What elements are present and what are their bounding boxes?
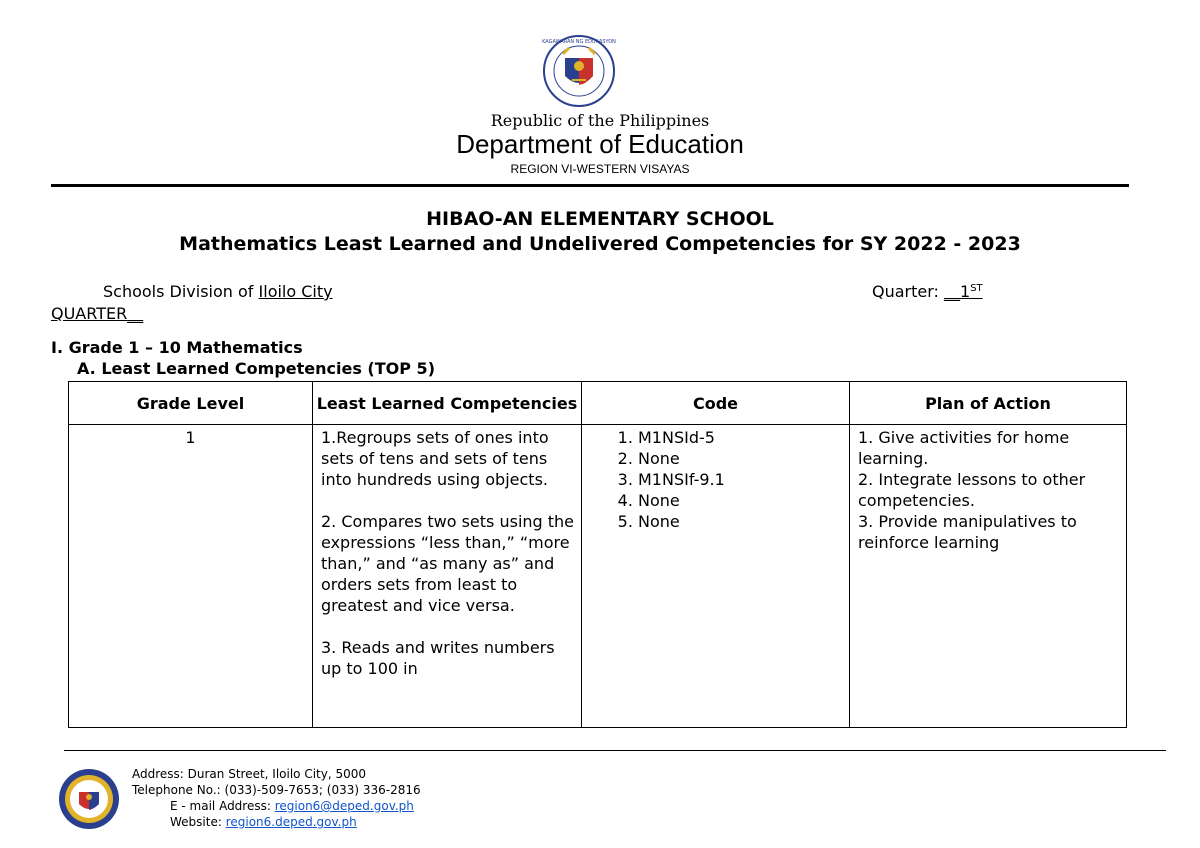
- document-title: Mathematics Least Learned and Undelivered Competencies for SY 2022 - 2023: [179, 233, 1021, 255]
- plan-item: 2. Integrate lessons to other competencies.: [858, 470, 1086, 510]
- competency-item: 3. Reads and writes numbers up to 100 in: [321, 638, 555, 678]
- table-header-row: [69, 382, 1127, 425]
- division-line: [103, 282, 333, 301]
- quarter-field: [944, 282, 983, 301]
- republic-line: Republic of the Philippines: [490, 111, 710, 130]
- header-competencies: Least Learned Competencies: [313, 382, 582, 425]
- quarter-label: Quarter:: [872, 282, 945, 301]
- division-value: Iloilo City: [258, 282, 333, 301]
- footer-contact: [132, 766, 421, 830]
- school-name: HIBAO-AN ELEMENTARY SCHOOL: [426, 208, 774, 230]
- quarter-blank-left: __: [944, 282, 961, 301]
- code-item: 2. None: [638, 448, 849, 469]
- footer-telephone: Telephone No.: (033)-509-7653; (033) 336-2816: [132, 783, 421, 797]
- website-link[interactable]: region6.deped.gov.ph: [225, 815, 357, 829]
- competencies-cell: [313, 425, 582, 728]
- header-divider: [51, 184, 1129, 187]
- division-label: Schools Division of: [103, 282, 259, 301]
- region-seal-icon: [58, 768, 120, 830]
- region-line: REGION VI-WESTERN VISAYAS: [510, 162, 690, 176]
- competencies-table: [68, 381, 1127, 728]
- code-item: 1. M1NSId-5: [638, 427, 849, 448]
- quarter-blank-right: __: [127, 304, 144, 323]
- plan-item: 3. Provide manipulatives to reinforce learning: [858, 512, 1077, 552]
- grade-level-cell: 1: [69, 425, 313, 728]
- code-list: [582, 427, 849, 532]
- competency-item: 1.Regroups sets of ones into sets of tens and sets of tens into hundreds using objects.: [321, 428, 549, 489]
- quarter-line: [872, 282, 983, 301]
- email-link[interactable]: region6@deped.gov.ph: [274, 799, 414, 813]
- table-row: [69, 425, 1127, 728]
- footer-address: Address: Duran Street, Iloilo City, 5000: [132, 767, 367, 781]
- footer-divider: [64, 750, 1166, 751]
- website-label: Website:: [170, 815, 226, 829]
- plan-of-action-cell: [850, 425, 1127, 728]
- code-item: 4. None: [638, 490, 849, 511]
- code-item: 5. None: [638, 511, 849, 532]
- email-label: E - mail Address:: [170, 799, 275, 813]
- header-plan-of-action: Plan of Action: [850, 382, 1127, 425]
- deped-seal-icon: [542, 34, 616, 108]
- competency-item: 2. Compares two sets using the expressions “less than,” “more than,” and “as many as” and orders sets from least to greatest and vice versa.: [321, 512, 575, 615]
- code-item: 3. M1NSIf-9.1: [638, 469, 849, 490]
- section-heading-a: A. Least Learned Competencies (TOP 5): [77, 359, 435, 378]
- code-cell: [582, 425, 850, 728]
- department-name: Department of Education: [456, 129, 744, 159]
- header-grade-level: Grade Level: [69, 382, 313, 425]
- plan-item: 1. Give activities for home learning.: [858, 428, 1070, 468]
- logo-text: KAGAWARAN NG EDUKASYON: [542, 39, 616, 45]
- header-code: Code: [582, 382, 850, 425]
- quarter-value: 1: [960, 282, 971, 301]
- footer-website-line: [132, 814, 421, 830]
- quarter-superscript: ST: [970, 283, 983, 294]
- quarter-continuation: [51, 304, 143, 323]
- section-heading-i: I. Grade 1 – 10 Mathematics: [51, 338, 303, 357]
- footer-email-line: [132, 798, 421, 814]
- quarter-cont-text: QUARTER: [51, 304, 128, 323]
